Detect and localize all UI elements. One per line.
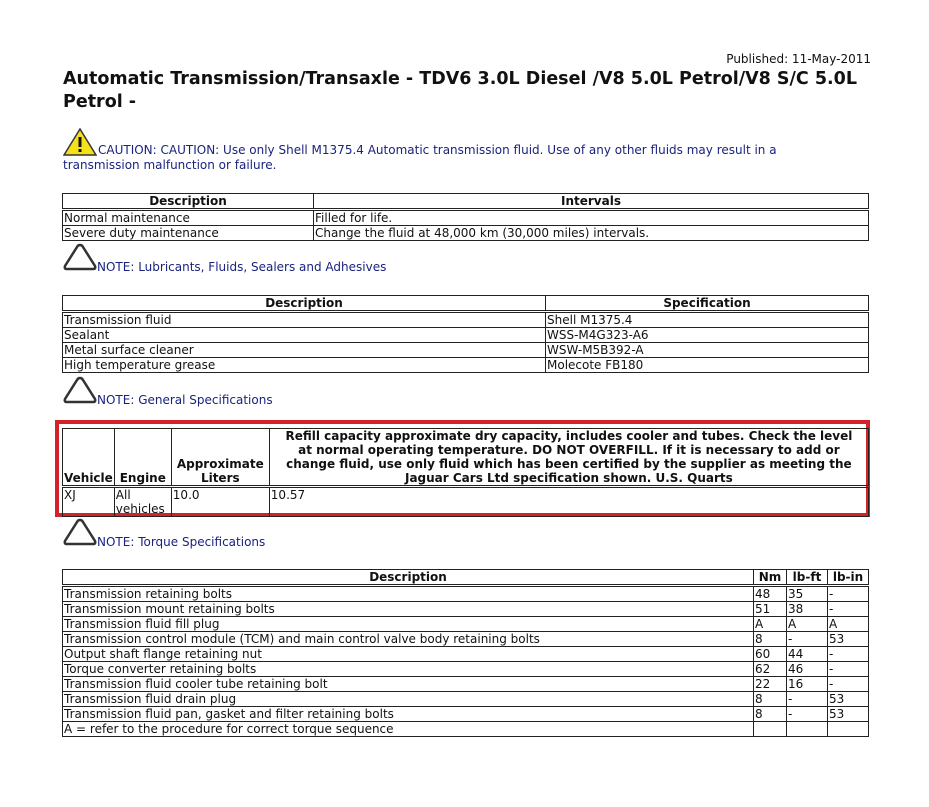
table-cell: 10.57 <box>269 487 868 517</box>
table-cell: Transmission retaining bolts <box>63 586 754 602</box>
table-cell: 62 <box>754 662 787 677</box>
intervals-header-description: Description <box>63 194 314 210</box>
table-cell: WSS-M4G323-A6 <box>546 328 869 343</box>
table-row <box>63 487 869 517</box>
table-row <box>63 647 869 662</box>
table-cell <box>828 722 869 737</box>
lubricants-header-specification: Specification <box>546 296 869 312</box>
table-cell: Filled for life. <box>314 210 869 226</box>
torque-header-nm: Nm <box>754 570 787 586</box>
table-cell: 53 <box>828 707 869 722</box>
table-cell: WSW-M5B392-A <box>546 343 869 358</box>
table-cell: 8 <box>754 692 787 707</box>
caution-block <box>63 128 853 173</box>
table-row <box>63 328 869 343</box>
table-cell: A <box>754 617 787 632</box>
table-row <box>63 677 869 692</box>
table-cell: Molecote FB180 <box>546 358 869 373</box>
note-icon <box>63 376 97 404</box>
table-cell: 48 <box>754 586 787 602</box>
note-icon <box>63 243 97 271</box>
table-cell: - <box>828 677 869 692</box>
table-cell: 60 <box>754 647 787 662</box>
lubricants-header-description: Description <box>63 296 546 312</box>
table-cell: - <box>828 602 869 617</box>
table-cell: - <box>828 647 869 662</box>
table-row <box>63 343 869 358</box>
table-cell: - <box>787 692 828 707</box>
table-cell: Transmission fluid cooler tube retaining bolt <box>63 677 754 692</box>
table-row <box>63 586 869 602</box>
table-row <box>63 662 869 677</box>
table-cell: - <box>828 662 869 677</box>
table-cell: Transmission fluid fill plug <box>63 617 754 632</box>
table-cell: 10.0 <box>171 487 269 517</box>
warning-icon <box>63 128 97 156</box>
table-cell: 8 <box>754 707 787 722</box>
table-cell: A <box>787 617 828 632</box>
table-row <box>63 226 869 241</box>
table-cell: - <box>787 632 828 647</box>
table-cell: 53 <box>828 692 869 707</box>
torque-table <box>62 569 869 737</box>
table-cell: Sealant <box>63 328 546 343</box>
table-cell <box>754 722 787 737</box>
table-cell: All vehicles <box>114 487 171 517</box>
table-cell: A <box>828 617 869 632</box>
capacity-header-vehicle: Vehicle <box>63 429 115 487</box>
table-row <box>63 722 869 737</box>
caution-text: CAUTION: CAUTION: Use only Shell M1375.4 Automatic transmission fluid. Use of any other fluids may result in a transmission malfunction or failure. <box>63 143 777 172</box>
table-cell: Transmission fluid drain plug <box>63 692 754 707</box>
table-cell: Transmission fluid pan, gasket and filter retaining bolts <box>63 707 754 722</box>
table-cell: Metal surface cleaner <box>63 343 546 358</box>
table-cell: Change the fluid at 48,000 km (30,000 miles) intervals. <box>314 226 869 241</box>
table-cell: Transmission fluid <box>63 312 546 328</box>
note-general-link[interactable]: NOTE: General Specifications <box>97 393 273 407</box>
table-row <box>63 632 869 647</box>
table-row <box>63 617 869 632</box>
table-cell: High temperature grease <box>63 358 546 373</box>
torque-header-lbin: lb-in <box>828 570 869 586</box>
page-title: Automatic Transmission/Transaxle - TDV6 3.0L Diesel /V8 5.0L Petrol/V8 S/C 5.0L Petrol - <box>63 69 858 112</box>
torque-header-lbft: lb-ft <box>787 570 828 586</box>
torque-header-description: Description <box>63 570 754 586</box>
table-cell <box>787 722 828 737</box>
capacity-table <box>62 428 869 517</box>
table-cell: 38 <box>787 602 828 617</box>
table-cell: Torque converter retaining bolts <box>63 662 754 677</box>
table-row <box>63 210 869 226</box>
table-cell: 44 <box>787 647 828 662</box>
table-cell: XJ <box>63 487 115 517</box>
note-torque-link[interactable]: NOTE: Torque Specifications <box>97 535 266 549</box>
table-cell: 53 <box>828 632 869 647</box>
table-cell: 22 <box>754 677 787 692</box>
table-cell: Transmission mount retaining bolts <box>63 602 754 617</box>
table-cell: Transmission control module (TCM) and main control valve body retaining bolts <box>63 632 754 647</box>
note-lubricants-link[interactable]: NOTE: Lubricants, Fluids, Sealers and Adhesives <box>97 260 387 274</box>
note-icon <box>63 518 97 546</box>
table-cell: Severe duty maintenance <box>63 226 314 241</box>
capacity-header-quarts: Refill capacity approximate dry capacity, includes cooler and tubes. Check the level at normal operating temperature. DO NOT OVERFILL. If it is necessary to add or change fluid, use only fluid which has been certified by the supplier as meeting the Jaguar Cars Ltd specification shown. U.S. Quarts <box>269 429 868 487</box>
table-row <box>63 692 869 707</box>
intervals-header-intervals: Intervals <box>314 194 869 210</box>
table-cell: 16 <box>787 677 828 692</box>
table-row <box>63 707 869 722</box>
intervals-table <box>62 193 869 241</box>
torque-footnote: A = refer to the procedure for correct torque sequence <box>63 722 754 737</box>
capacity-header-liters: Approximate Liters <box>171 429 269 487</box>
table-row <box>63 602 869 617</box>
table-cell: 35 <box>787 586 828 602</box>
capacity-header-engine: Engine <box>114 429 171 487</box>
table-cell: - <box>828 586 869 602</box>
table-row <box>63 312 869 328</box>
published-date: Published: 11-May-2011 <box>726 52 871 66</box>
table-cell: Shell M1375.4 <box>546 312 869 328</box>
table-cell: - <box>787 707 828 722</box>
table-cell: Normal maintenance <box>63 210 314 226</box>
lubricants-table <box>62 295 869 373</box>
table-cell: 46 <box>787 662 828 677</box>
table-cell: 8 <box>754 632 787 647</box>
table-cell: 51 <box>754 602 787 617</box>
table-cell: Output shaft flange retaining nut <box>63 647 754 662</box>
table-row <box>63 358 869 373</box>
